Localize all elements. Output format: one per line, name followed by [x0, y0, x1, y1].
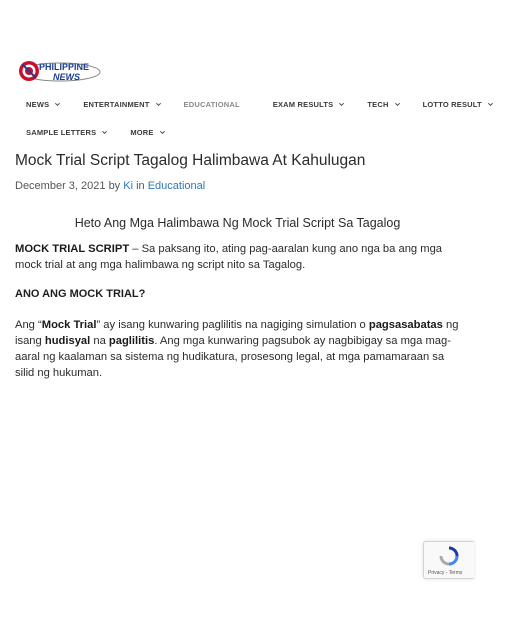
article-title: Mock Trial Script Tagalog Halimbawa At Kahulugan	[15, 152, 366, 169]
article-subheading: Heto Ang Mga Halimbawa Ng Mock Trial Script Sa Tagalog	[74, 216, 401, 230]
definition-paragraph	[15, 317, 460, 381]
nav-item-label: LOTTO RESULT	[422, 99, 482, 109]
intro-text: – Sa paksang ito, ating pag-aaralan kung ano nga ba ang mga mock trial at ang mga halimbawa ng script nito sa Tagalog.	[15, 243, 443, 271]
chevron-down-icon	[54, 101, 61, 108]
nav-item-label: SAMPLE LETTERS	[26, 127, 97, 137]
article-meta	[15, 180, 205, 192]
recaptcha-links[interactable]: Privacy - Terms	[428, 570, 463, 576]
nav-item-label: NEWS	[26, 99, 50, 109]
text-segment: Ang “	[15, 319, 42, 331]
nav-item-educational[interactable]	[173, 100, 262, 109]
nav-item-more[interactable]	[119, 128, 176, 137]
chevron-down-icon	[159, 129, 166, 136]
nav-row-2	[15, 120, 460, 144]
meta-in: in	[136, 180, 145, 192]
main-navigation	[15, 92, 482, 144]
chevron-down-icon	[155, 101, 162, 108]
bold-term: hudisyal	[44, 335, 91, 347]
philippine-news-logo-icon	[17, 55, 103, 89]
bold-term: Mock Trial	[41, 319, 97, 331]
author-link[interactable]: Ki	[123, 180, 134, 192]
text-segment: ng isang	[15, 319, 459, 347]
nav-item-entertainment[interactable]	[72, 100, 172, 109]
recaptcha-icon	[439, 546, 459, 566]
nav-item-tech[interactable]	[356, 100, 411, 109]
chevron-down-icon	[101, 129, 108, 136]
nav-item-label: EDUCATIONAL	[183, 99, 240, 109]
logo-text-line1: PHILIPPINE	[39, 62, 90, 72]
section-heading: ANO ANG MOCK TRIAL?	[15, 288, 146, 300]
nav-item-news[interactable]	[15, 100, 72, 109]
article-date: December 3, 2021	[15, 180, 106, 192]
nav-item-label: TECH	[367, 99, 389, 109]
nav-item-exam-results[interactable]	[262, 100, 357, 109]
bold-term: pagsasabatas	[368, 319, 443, 331]
chevron-down-icon	[487, 101, 494, 108]
site-logo[interactable]	[17, 55, 103, 89]
chevron-down-icon	[338, 101, 345, 108]
category-link[interactable]: Educational	[147, 180, 206, 192]
chevron-down-icon	[394, 101, 401, 108]
nav-item-sample-letters[interactable]	[15, 128, 119, 137]
recaptcha-badge[interactable]	[423, 541, 474, 579]
text-segment: na	[90, 335, 109, 347]
intro-bold: MOCK TRIAL SCRIPT	[15, 243, 130, 255]
meta-by: by	[108, 180, 121, 192]
text-segment: ” ay isang kunwaring paglilitis na nagiging simulation o	[96, 319, 369, 331]
nav-row-1	[15, 92, 482, 116]
nav-item-lotto-result[interactable]	[412, 100, 505, 109]
intro-paragraph	[15, 241, 460, 273]
nav-item-label: ENTERTAINMENT	[83, 99, 150, 109]
logo-text-line2: NEWS	[53, 72, 80, 82]
bold-term: paglilitis	[108, 335, 155, 347]
nav-item-label: MORE	[130, 127, 154, 137]
text-segment: . Ang mga kunwaring pagsubok ay nagbibigay sa mga mag-aaral ng kaalaman sa sistema ng hudikatura, prosesong legal, at mga pamamaraan sa silid ng hukuman.	[15, 335, 451, 379]
nav-item-label: EXAM RESULTS	[272, 99, 334, 109]
